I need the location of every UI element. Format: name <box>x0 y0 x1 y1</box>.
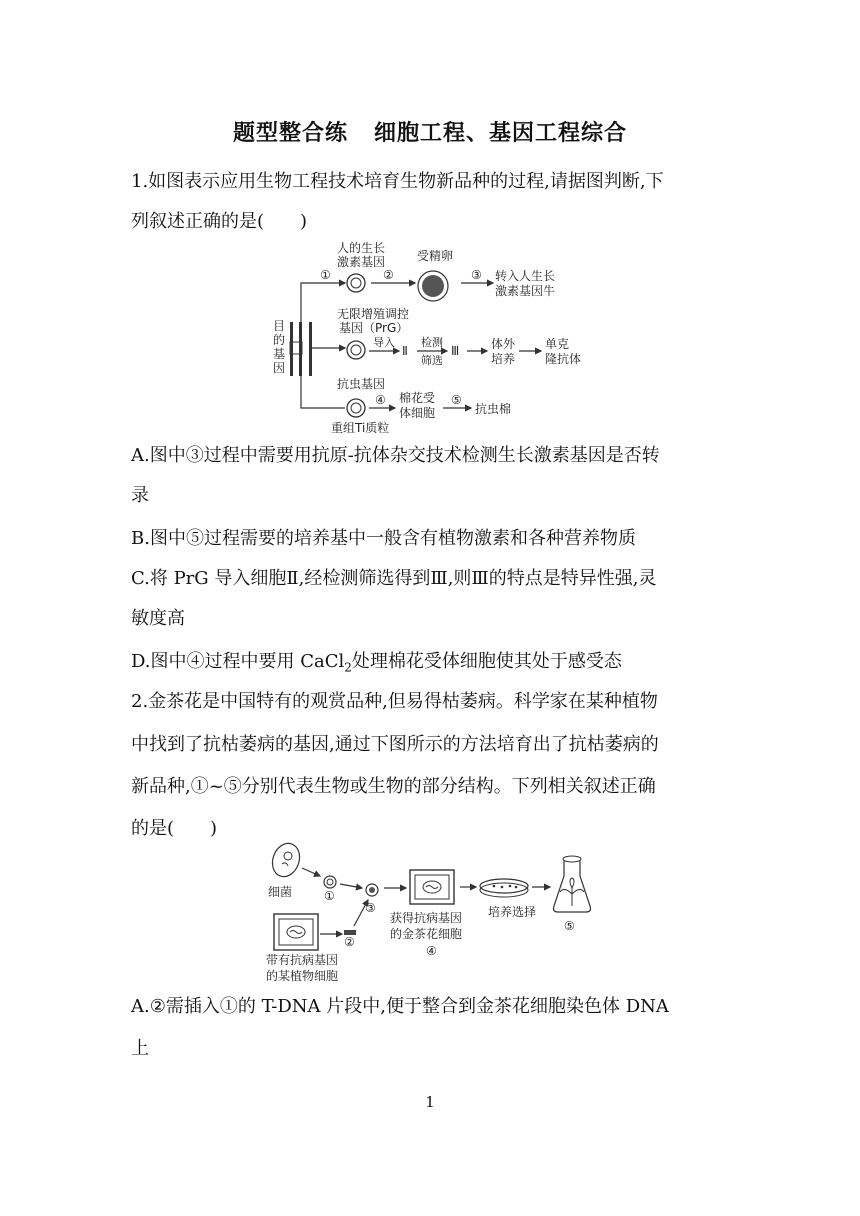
page-number: 1 <box>425 1093 435 1111</box>
transgenic-cow-label-2: 激素基因牛 <box>495 284 556 298</box>
q1-option-d-post: 处理棉花受体细胞使其处于感受态 <box>351 651 622 672</box>
petri-dish-icon <box>480 879 528 897</box>
step-1-label: ① <box>320 268 331 282</box>
flask-plantlet-icon <box>554 856 591 912</box>
title-part-1: 题型整合练 <box>232 121 348 146</box>
prg-label-1: 无限增殖调控 <box>337 307 410 321</box>
q2-figure <box>262 842 598 990</box>
step-2-label: ② <box>383 268 394 282</box>
plant-cell-label-1: 带有抗病基因 <box>266 953 339 967</box>
cell-3-label: Ⅲ <box>451 344 460 358</box>
page-title <box>0 116 860 147</box>
step-5-label: ⑤ <box>451 393 462 407</box>
insect-cotton-label: 抗虫棉 <box>475 402 512 416</box>
title-part-2: 细胞工程、基因工程综合 <box>374 121 628 146</box>
q1-option-c-line-1: C.将 PrG 导入细胞Ⅱ,经检测筛选得到Ⅲ,则Ⅲ的特点是特异性强,灵 <box>131 568 657 589</box>
q2-option-a-line-2: 上 <box>131 1038 149 1059</box>
culture-label-2: 培养 <box>491 352 516 366</box>
q2-stem-line-4: 的是( ) <box>131 818 218 839</box>
q1-figure <box>265 238 605 438</box>
plasmid-icon <box>347 274 365 292</box>
detect-label-2: 筛选 <box>421 354 443 367</box>
svg-text:基: 基 <box>273 347 286 361</box>
q1-option-d-sub: 2 <box>344 660 352 675</box>
transgenic-cow-label-1: 转入人生长 <box>495 269 556 283</box>
plasmid-icon <box>324 876 336 888</box>
q1-option-c-line-2: 敏度高 <box>131 608 185 629</box>
label-4: ④ <box>426 944 437 958</box>
label-1: ① <box>324 889 335 903</box>
label-3: ③ <box>365 901 376 915</box>
hgh-gene-label-1: 人的生长 <box>337 241 386 255</box>
q1-option-a-line-2: 录 <box>131 485 149 506</box>
label-5: ⑤ <box>564 919 575 933</box>
q1-option-d <box>131 651 731 679</box>
insect-gene-label: 抗虫基因 <box>337 377 386 391</box>
fertilized-egg-label: 受精卵 <box>417 249 454 263</box>
camellia-cell-label-2: 的金茶花细胞 <box>390 927 463 941</box>
svg-text:的: 的 <box>273 333 286 347</box>
svg-text:因: 因 <box>273 361 286 375</box>
step-3-label: ③ <box>471 268 482 282</box>
gene-vertical-label <box>273 319 285 375</box>
detect-label-1: 检测 <box>421 336 443 349</box>
plasmid-icon <box>347 341 365 359</box>
hgh-gene-label-2: 激素基因 <box>337 255 386 269</box>
import-label: 导入 <box>373 336 395 349</box>
bacteria-label: 细菌 <box>268 885 293 899</box>
q2-option-a-line-1: A.②需插入①的 T-DNA 片段中,便于整合到金茶花细胞染色体 DNA <box>131 996 669 1017</box>
step-4-label: ④ <box>375 393 386 407</box>
mab-label-1: 单克 <box>545 337 570 351</box>
cell-2-label: Ⅱ <box>402 344 408 358</box>
plant-cell-label-2: 的某植物细胞 <box>266 969 339 983</box>
plant-cell-icon <box>274 914 318 950</box>
label-2: ② <box>344 935 355 949</box>
q1-option-b: B.图中⑤过程需要的培养基中一般含有植物激素和各种营养物质 <box>131 528 636 549</box>
plasmid-icon <box>347 399 365 417</box>
bacterium-icon <box>268 842 304 880</box>
q1-stem-line-2: 列叙述正确的是( ) <box>131 211 308 232</box>
q1-option-d-pre: D.图中④过程中要用 CaCl <box>131 651 345 672</box>
q2-stem-line-3: 新品种,①~⑤分别代表生物或生物的部分结构。下列相关叙述正确 <box>131 776 656 797</box>
q1-stem-line-1: 1.如图表示应用生物工程技术培育生物新品种的过程,请据图判断,下 <box>131 171 664 192</box>
q2-stem-line-1: 2.金茶花是中国特有的观赏品种,但易得枯萎病。科学家在某种植物 <box>131 691 658 712</box>
camellia-cell-icon <box>410 870 454 904</box>
cotton-cell-label-2: 体细胞 <box>399 406 436 420</box>
culture-select-label: 培养选择 <box>488 905 537 919</box>
camellia-cell-label-1: 获得抗病基因 <box>390 911 463 925</box>
culture-label-1: 体外 <box>491 337 516 351</box>
ti-plasmid-label: 重组Ti质粒 <box>331 421 390 435</box>
q2-stem-line-2: 中找到了抗枯萎病的基因,通过下图所示的方法培育出了抗枯萎病的 <box>131 734 659 755</box>
cotton-cell-label-1: 棉花受 <box>399 391 436 405</box>
q1-option-a-line-1: A.图中③过程中需要用抗原-抗体杂交技术检测生长激素基因是否转 <box>131 445 660 466</box>
svg-text:目: 目 <box>273 319 286 333</box>
prg-label-2: 基因（PrG） <box>339 321 409 335</box>
mab-label-2: 隆抗体 <box>545 352 582 366</box>
